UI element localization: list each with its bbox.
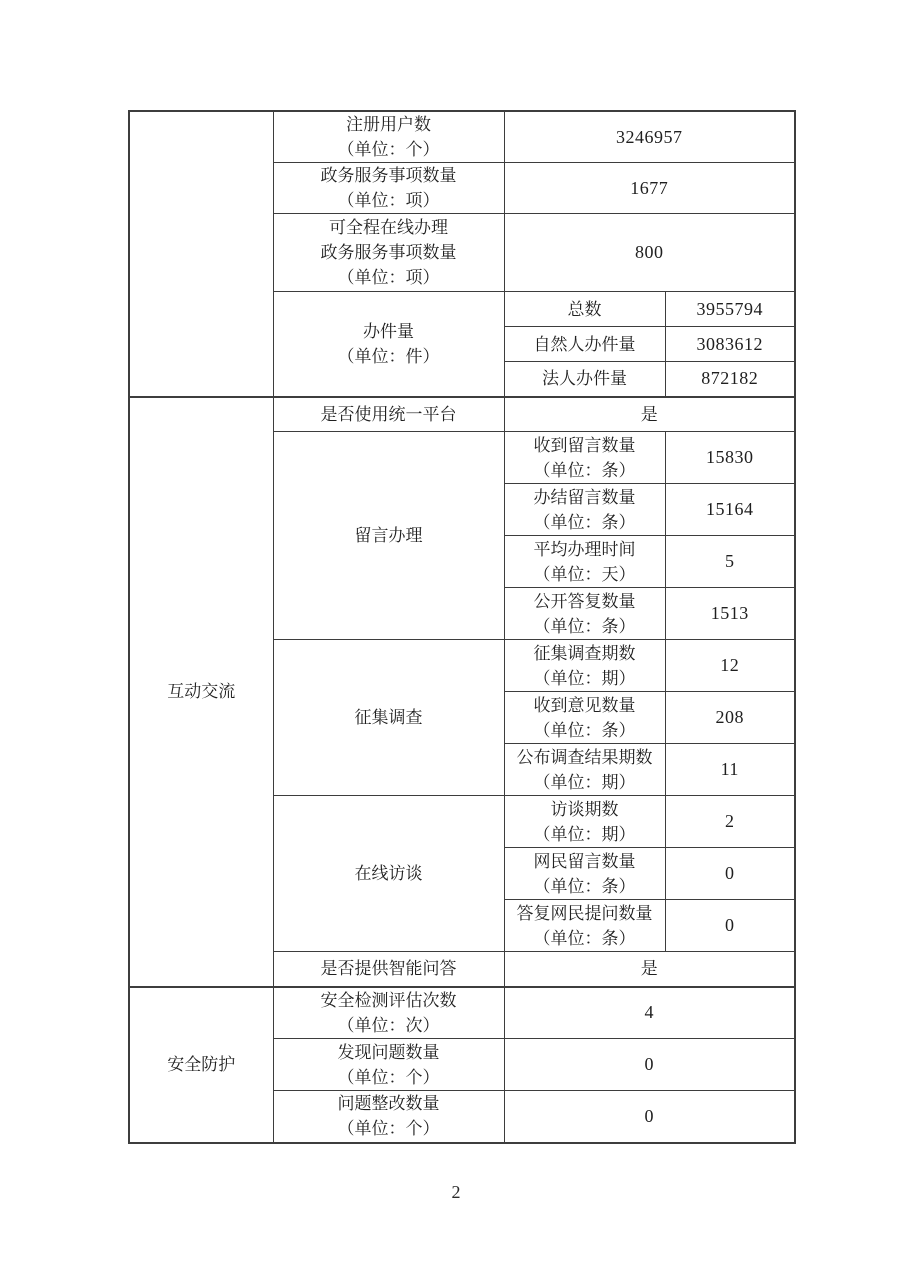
messages-label: 留言办理: [354, 526, 423, 545]
cases-natural-label: 自然人办件量: [504, 327, 665, 362]
cases-label: 办件量: [363, 321, 414, 341]
registered-users-unit: （单位：个）: [337, 140, 440, 159]
messages-received-label-cell: [504, 432, 665, 484]
messages-avg-time-unit: （单位：天）: [533, 564, 636, 584]
service-items-unit: （单位：项）: [337, 191, 440, 210]
group-cell-section1: [129, 111, 273, 397]
online-items-value: 800: [504, 214, 795, 292]
cases-legal-value: 872182: [665, 362, 795, 397]
surveys-periods-value: 12: [665, 640, 795, 692]
problems-fixed-label-cell: [273, 1091, 504, 1143]
online-items-label: 可全程在线办理: [329, 218, 448, 237]
surveys-opinions-label: 收到意见数量: [533, 695, 636, 715]
problems-fixed-label: 问题整改数量: [337, 1094, 440, 1114]
service-items-label-cell: [273, 163, 504, 214]
surveys-published-unit: （单位：期）: [533, 772, 636, 792]
interviews-replies-label-cell: [504, 900, 665, 952]
messages-public-replies-label-cell: [504, 588, 665, 640]
interviews-periods-value: 2: [665, 796, 795, 848]
row-unified-platform: [129, 397, 795, 432]
row-registered-users: [129, 111, 795, 163]
cases-unit: （单位：件）: [337, 346, 440, 366]
messages-received-value: 15830: [665, 432, 795, 484]
messages-public-replies-unit: （单位：条）: [533, 616, 636, 636]
surveys-periods-label-cell: [504, 640, 665, 692]
online-items-unit: （单位：项）: [337, 268, 440, 287]
interviews-periods-label: 访谈期数: [550, 799, 619, 819]
page-number: 2: [451, 1182, 461, 1202]
security-checks-label-cell: [273, 987, 504, 1039]
messages-public-replies-value: 1513: [665, 588, 795, 640]
messages-completed-value: 15164: [665, 484, 795, 536]
problems-found-value: 0: [504, 1039, 795, 1091]
interviews-label: 在线访谈: [354, 864, 423, 883]
interviews-netizen-messages-unit: （单位：条）: [533, 876, 636, 896]
messages-avg-time-value: 5: [665, 536, 795, 588]
registered-users-label: 注册用户数: [346, 115, 431, 134]
surveys-label: 征集调查: [354, 708, 423, 727]
annual-report-table: [128, 110, 796, 1144]
messages-received-label: 收到留言数量: [533, 435, 636, 455]
security-checks-unit: （单位：次）: [337, 1015, 440, 1035]
smart-qa-value: 是: [504, 952, 795, 987]
problems-fixed-value: 0: [504, 1091, 795, 1143]
security-checks-value: 4: [504, 987, 795, 1039]
messages-label-cell: [273, 432, 504, 640]
messages-completed-label-cell: [504, 484, 665, 536]
row-security-checks: [129, 987, 795, 1039]
security-checks-label: 安全检测评估次数: [320, 990, 457, 1010]
surveys-label-cell: [273, 640, 504, 796]
unified-platform-label: 是否使用统一平台: [273, 397, 504, 432]
group-cell-interaction: [129, 397, 273, 987]
service-items-label: 政务服务事项数量: [320, 166, 457, 185]
interviews-periods-label-cell: [504, 796, 665, 848]
cases-label-cell: [273, 292, 504, 397]
surveys-periods-label: 征集调查期数: [533, 643, 636, 663]
messages-avg-time-label-cell: [504, 536, 665, 588]
surveys-periods-unit: （单位：期）: [533, 668, 636, 688]
surveys-published-label-cell: [504, 744, 665, 796]
messages-received-unit: （单位：条）: [533, 460, 636, 480]
surveys-published-value: 11: [665, 744, 795, 796]
interviews-label-cell: [273, 796, 504, 952]
surveys-published-label: 公布调查结果期数: [516, 747, 653, 767]
problems-fixed-unit: （单位：个）: [337, 1119, 440, 1139]
interviews-replies-label: 答复网民提问数量: [516, 903, 653, 923]
interviews-replies-value: 0: [665, 900, 795, 952]
group-cell-security: [129, 987, 273, 1143]
group-label-interaction: 互动交流: [167, 682, 236, 701]
service-items-value: 1677: [504, 163, 795, 214]
interviews-netizen-messages-value: 0: [665, 848, 795, 900]
group-label-security: 安全防护: [167, 1055, 236, 1074]
cases-legal-label: 法人办件量: [504, 362, 665, 397]
surveys-opinions-value: 208: [665, 692, 795, 744]
surveys-opinions-unit: （单位：条）: [533, 720, 636, 740]
messages-avg-time-label: 平均办理时间: [533, 539, 636, 559]
interviews-netizen-messages-label: 网民留言数量: [533, 851, 636, 871]
smart-qa-label: 是否提供智能问答: [273, 952, 504, 987]
problems-found-unit: （单位：个）: [337, 1067, 440, 1087]
registered-users-label-cell: [273, 111, 504, 163]
cases-total-value: 3955794: [665, 292, 795, 327]
messages-completed-unit: （单位：条）: [533, 512, 636, 532]
cases-natural-value: 3083612: [665, 327, 795, 362]
messages-completed-label: 办结留言数量: [533, 487, 636, 507]
online-items-label-cell: [273, 214, 504, 292]
cases-total-label: 总数: [504, 292, 665, 327]
online-items-label2: 政务服务事项数量: [320, 243, 457, 262]
interviews-periods-unit: （单位：期）: [533, 824, 636, 844]
interviews-netizen-messages-label-cell: [504, 848, 665, 900]
problems-found-label: 发现问题数量: [337, 1042, 440, 1062]
messages-public-replies-label: 公开答复数量: [533, 591, 636, 611]
surveys-opinions-label-cell: [504, 692, 665, 744]
registered-users-value: 3246957: [504, 111, 795, 163]
unified-platform-value: 是: [504, 397, 795, 432]
problems-found-label-cell: [273, 1039, 504, 1091]
interviews-replies-unit: （单位：条）: [533, 928, 636, 948]
